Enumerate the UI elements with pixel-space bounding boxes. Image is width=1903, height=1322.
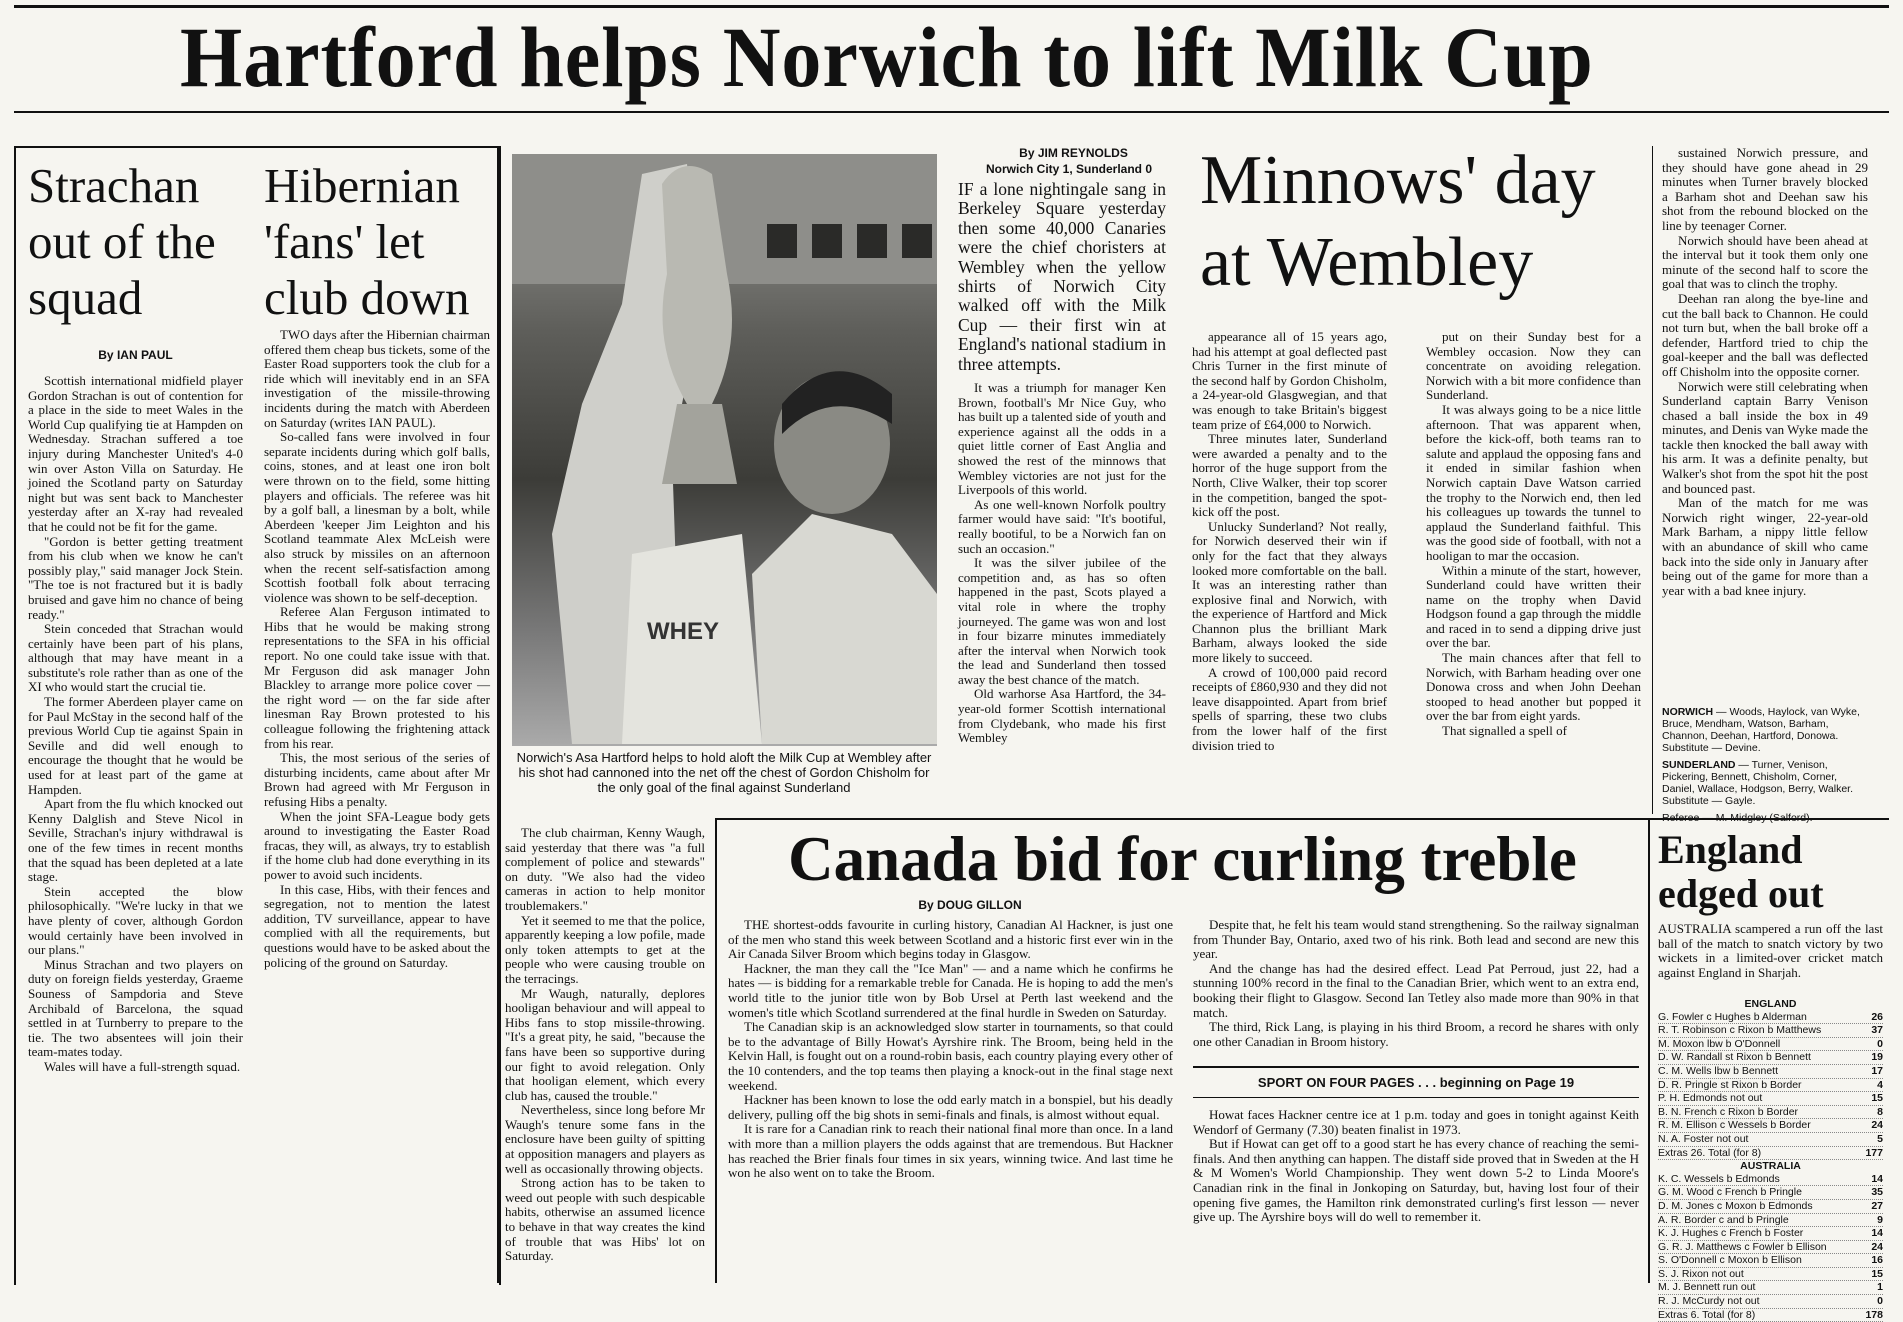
scorecard-team-heading: AUSTRALIA: [1740, 1160, 1801, 1173]
paragraph: A crowd of 100,000 paid record receipts of £860,930 and they did not leave disappointed. Apart from brief spells of sparring, these two clubs from the lower half of the first division tried to: [1192, 664, 1387, 753]
wembley-lead: IF a lone nightingale sang in Berkeley Square yesterday then some 40,000 Canaries were the chief choristers at Wembley when the yellow shirts of Norwich City walked off with the Milk Cup — their first win at England's national stadium in three attempts.: [958, 179, 1166, 374]
wembley-byline: By JIM REYNOLDS: [1019, 146, 1128, 160]
scorecard-row: [1658, 1079, 1883, 1093]
runs: 178: [1865, 1308, 1883, 1321]
batsman: C. M. Wells lbw b Bennett: [1658, 1064, 1779, 1077]
match-score: Norwich City 1, Sunderland 0: [985, 162, 1153, 176]
runs: 16: [1871, 1254, 1883, 1267]
scorecard-row: [1658, 1186, 1883, 1200]
scorecard-row: [1658, 1214, 1883, 1228]
curling-right-rule: [1648, 818, 1650, 1283]
scorecard-row: [1658, 1092, 1883, 1106]
paragraph: Within a minute of the start, however, Sunderland could have written their name on the trophy when David Hodgson found a gap through the middle and raced in to send a dipping drive just over the bar.: [1426, 562, 1641, 651]
paragraph: Deehan ran along the bye-line and cut the ball back to Channon. He could not turn but, when the ball broke off a defender, Hartford tried to chip the goal-keeper and the ball was deflected off Chisholm into the opposite corner.: [1662, 290, 1868, 379]
runs: 8: [1877, 1105, 1883, 1118]
team-lineups: [1662, 706, 1868, 812]
paragraph: Strong action has to be taken to weed out people with such despicable habits, otherwise an assumed licence to behave in that way creates the kind of trouble that was Hibs' lot on Saturday.: [505, 1175, 705, 1264]
scorecard-row: [1658, 1173, 1883, 1187]
batsman: K. C. Wessels b Edmonds: [1658, 1172, 1780, 1185]
paragraph: Hackner, the man they call the "Ice Man" — and a name which he confirms he hates — is bidding for a remarkable treble for Canada. He is hoping to add the men's world title to the junior title won by Bob Ursel at Perth last weekend and the women's title which Scotland surrendered at the final hurdle in Sweden on Saturday.: [728, 960, 1173, 1020]
photo-illustration: [512, 154, 937, 746]
paragraph: Minus Strachan and two players on duty on foreign fields yesterday, Graeme Souness of Sampdoria and Steve Archibald of Barcelona, the squad settled in at Turnberry to prepare to the tie. The two absentees will join their team-mates today.: [28, 956, 243, 1060]
paragraph: This, the most serious of the series of disturbing incidents, came about after Mr Brown had agreed with Mr Ferguson in refusing Hibs a penalty.: [264, 750, 490, 809]
runs: 15: [1871, 1092, 1883, 1105]
runs: 17: [1871, 1064, 1883, 1077]
runs: 24: [1871, 1240, 1883, 1253]
shirt-sponsor-text: WHEY: [647, 618, 719, 645]
scorecard-row: [1658, 1119, 1883, 1133]
paragraph: appearance all of 15 years ago, had his attempt at goal deflected past Chris Turner in the first minute of the second half by Gordon Chisholm, a 24-year-old Glasgwegian, and that was enough to take Britain's biggest team prize of £64,000 to Norwich.: [1192, 329, 1387, 432]
strachan-headline: Strachan out of the squad: [28, 158, 216, 325]
paragraph: Nevertheless, since long before Mr Waugh's tenure some fans in the enclosure have been guilty of spitting at opposition managers and players as well as occasionally throwing objects.: [505, 1102, 705, 1176]
wembley-headline: Minnows' day at Wembley: [1200, 142, 1596, 301]
paragraph: Three minutes later, Sunderland were awarded a penalty and to the horror of the huge support from the North, Clive Walker, their top scorer in the competition, banged the spot-kick off the post.: [1192, 431, 1387, 520]
batsman: R. M. Ellison c Wessels b Border: [1658, 1119, 1811, 1132]
runs: 15: [1871, 1267, 1883, 1280]
paragraph: Man of the match for me was Norwich right winger, 22-year-old Mark Barham, a nippy little fellow with an abundance of skill who came back into the side only in January after being out of the game for more than a year with a bad knee injury.: [1662, 495, 1868, 598]
curling-byline: By DOUG GILLON: [918, 898, 1022, 912]
bottom-section-rule: [715, 818, 1889, 820]
paragraph: Scottish international midfield player Gordon Strachan is out of contention for a place in the side to meet Wales in the World Cup qualifying tie at Hampden on Wednesday. Strachan suffered a toe injury during Manchester United's 4-0 win over Aston Villa on Saturday. He joined the Scotland party on Saturday night but was sent back to Manchester yesterday after an X-ray had revealed that he could not be fit for the game.: [28, 373, 243, 534]
paragraph: The club chairman, Kenny Waugh, said yesterday that there was "a full complement of police and stewards" on duty. "We also had the video cameras in action to help monitor troublemakers.": [505, 825, 705, 913]
batsman: Extras 6. Total (for 8): [1658, 1308, 1756, 1321]
hibernian-headline: Hibernian 'fans' let club down: [264, 158, 470, 325]
strachan-byline: By IAN PAUL: [98, 348, 173, 362]
scorecard-row: [1658, 1011, 1883, 1025]
team-name: SUNDERLAND: [1662, 759, 1736, 771]
scorecard-row: [1658, 1295, 1883, 1309]
runs: 1: [1877, 1281, 1883, 1294]
paragraph: That signalled a spell of: [1442, 723, 1567, 739]
runs: 24: [1871, 1119, 1883, 1132]
scorecard-row: [1658, 1065, 1883, 1079]
scorecard-row: [1658, 1227, 1883, 1241]
runs: 177: [1865, 1146, 1883, 1159]
paragraph: Yet it seemed to me that the police, apparently keeping a low pofile, made only token attempts to get at the people who were causing trouble on the terracings.: [505, 912, 705, 986]
paragraph: In this case, Hibs, with their fences and segregation, not to mention the latest addition, TV surveillance, appear to have complied with all the requirements, but questions would have to be asked about the policing of the ground on Saturday.: [264, 881, 490, 970]
runs: 26: [1871, 1010, 1883, 1023]
paragraph: Norwich should have been ahead at the interval but it took them only one minute of the second half to score the goal that was to clinch the trophy.: [1662, 232, 1868, 292]
scorecard-row: [1658, 1038, 1883, 1052]
batsman: R. J. McCurdy not out: [1658, 1295, 1760, 1308]
runs: 35: [1871, 1186, 1883, 1199]
scorecard-row: [1658, 1268, 1883, 1282]
team-lineup: [1662, 759, 1868, 807]
batsman: D. M. Jones c Moxon b Edmonds: [1658, 1199, 1813, 1212]
batsman: G. M. Wood c French b Pringle: [1658, 1186, 1802, 1199]
runs: 37: [1871, 1024, 1883, 1037]
batsman: S. J. Rixon not out: [1658, 1267, 1744, 1280]
batsman: A. R. Border c and b Pringle: [1658, 1213, 1789, 1226]
scorecard-row: [1658, 1051, 1883, 1065]
batsman: M. Moxon lbw b O'Donnell: [1658, 1037, 1781, 1050]
batsman: G. Fowler c Hughes b Alderman: [1658, 1010, 1807, 1023]
batsman: P. H. Edmonds not out: [1658, 1092, 1763, 1105]
paragraph: Unlucky Sunderland? Not really, for Norwich deserved their win if only for the fact that they always looked more comfortable on the ball. It was an interesting rather than explosive final and Norwich, with the experience of Hartford and Mick Channon plus the brilliant Mark Barham, always looked the side more likely to succeed.: [1192, 518, 1387, 666]
scorecard-row: [1658, 1309, 1883, 1322]
curling-left-rule: [715, 818, 717, 1283]
paragraph: So-called fans were involved in four separate incidents during which golf balls, coins, stones, and at least one iron bolt were thrown on to the field, some hitting players and officials. The referee was hit by a golf ball, a linesman by a bolt, while Aberdeen 'keeper Jim Leighton and his Scotland teammate Alex McLeish were also struck by missiles on an afternoon when the recent self-satisfaction among Scottish football folk about terracing violence was shown to be self-deception.: [264, 429, 490, 605]
paragraph: put on their Sunday best for a Wembley occasion. Now they can concentrate on avoiding relegation. Norwich with a bit more confidence than Sunderland.: [1426, 329, 1641, 403]
curling-headline: Canada bid for curling treble: [788, 824, 1577, 894]
runs: 14: [1871, 1227, 1883, 1240]
team-name: NORWICH: [1662, 706, 1714, 718]
paragraph: Old warhorse Asa Hartford, the 34-year-old former Scottish international from Clydebank, who made his first Wembley: [958, 686, 1166, 746]
sport-box-bottom-rule: [1193, 1097, 1639, 1098]
paragraph: THE shortest-odds favourite in curling history, Canadian Al Hackner, is just one of the men who stand this week between Scotland and a historic first ever win in the Air Canada Silver Broom which begins today in Glasgow.: [728, 917, 1173, 962]
batsman: Extras 26. Total (for 8): [1658, 1146, 1762, 1159]
paragraph: Mr Waugh, naturally, deplores hooligan behaviour and will appeal to Hibs fans to stop missile-throwing. "It's a great pity, he said, "because the fans have been so supportive during our fight to avoid relegation. Only that hooligan element, which every club has, caused the trouble.": [505, 985, 705, 1103]
paragraph: As one well-known Norfolk poultry farmer would have said: "It's bootiful, really bootiful, to be a Norwich fan on such an occasion.": [958, 496, 1166, 556]
paragraph: The third, Rick Lang, is playing in his third Broom, a record he shares with only one other Canadian in Broom history.: [1193, 1019, 1639, 1049]
paragraph: Apart from the flu which knocked out Kenny Dalglish and Steve Nicol in Seville, Strachan's injury withdrawal is one of the few times in recent months that the squad has been depleted at a late stage.: [28, 796, 243, 885]
batsman: B. N. French c Rixon b Border: [1658, 1105, 1799, 1118]
paragraph: Stein accepted the blow philosophically. "We're lucky in that we have plenty of cover, although Gordon would certainly have been involved in our plans.": [28, 883, 243, 958]
paragraph: The Canadian skip is an acknowledged slow starter in tournaments, so that could be to the advantage of Billy Howat's Ayrshire rink. The Broom, being held in the Kelvin Hall, is fought out on a round-robin basis, each country playing every other of the 10 contenders, and the top teams then playing a knock-out in the final stage next weekend.: [728, 1019, 1173, 1093]
batsman: N. A. Foster not out: [1658, 1132, 1749, 1145]
scorecard-team-heading: ENGLAND: [1744, 998, 1797, 1010]
scorecard-row: [1658, 1106, 1883, 1120]
paragraph: It was a triumph for manager Ken Brown, football's Mr Nice Guy, who has built up a talented side of youth and experience against all the odds in a quiet little corner of East Anglia and showed the rest of the minnows that Wembley victories are not just for the Liverpools of this world.: [958, 380, 1166, 498]
england-intro: AUSTRALIA scampered a run off the last ball of the match to snatch victory by two wickets in a limited-over cricket match against England in Sharjah.: [1658, 921, 1883, 980]
column-rule: [1652, 146, 1653, 814]
paragraph: It was always going to be a nice little afternoon. That was apparent when, before the kick-off, both teams ran to salute and applaud the opposing fans and it ended in similar fashion when Norwich captain Dave Watson carried the trophy to the Norwich end, then led his colleagues up towards the tunnel to applaud the Sunderland faithful. This was the good side of football, with not a hooligan to mar the occasion.: [1426, 401, 1641, 563]
scorecard-row: [1658, 1147, 1883, 1161]
batsman: R. T. Robinson c Rixon b Matthews: [1658, 1024, 1822, 1037]
runs: 0: [1877, 1037, 1883, 1050]
paragraph: And the change has had the desired effect. Lead Pat Perroud, just 22, had a stunning 100% record in the final to the Canadian Brier, which went to an extra end, booking their flight to Glasgow. Second Ian Tetley also made more than 90% in that match.: [1193, 960, 1639, 1020]
paragraph: It is rare for a Canadian rink to reach their national final more than once. In a land with more than a million players the odds against that are tremendous. But Hackner has reached the Brier finals four times in six years, winning twice. And last time he won he also went on to take the Broom.: [728, 1121, 1173, 1181]
hartford-trophy-photo: [512, 154, 937, 746]
team-players: — Woods, Haylock, van Wyke, Bruce, Mendham, Watson, Barham, Channon, Deehan, Hartford, Donowa. Substitute — Devine.: [1662, 706, 1860, 754]
scorecard-row: [1658, 1281, 1883, 1295]
wembley-column-3: [1426, 330, 1641, 814]
scorecard-row: [1658, 1200, 1883, 1214]
sport-on-four-pages: SPORT ON FOUR PAGES . . . beginning on Page 19: [1257, 1075, 1575, 1090]
batsman: D. R. Pringle st Rixon b Border: [1658, 1078, 1802, 1091]
wembley-column-1: [958, 381, 1166, 814]
paragraph: Stein conceded that Strachan would certainly have been part of his plans, although that may have meant in a substitute's role rather than as one of the XI who would start the crucial tie.: [28, 621, 243, 695]
scorecard-row: [1658, 1241, 1883, 1255]
wembley-column-4: [1662, 146, 1868, 706]
runs: 27: [1871, 1199, 1883, 1212]
scorecard-row: [1658, 1024, 1883, 1038]
paragraph: "Gordon is better getting treatment from his club when we know he can't possibly play," said manager Jock Stein. "The toe is not fractured but it is badly bruised and gave him no chance of being ready.": [28, 533, 243, 622]
paragraph: When the joint SFA-League body gets around to investigating the Easter Road fracas, they will, as always, try to establish if the home club had done everything in its power to avoid such incidents.: [264, 808, 490, 882]
hibernian-body-continued: [505, 826, 705, 1279]
headline-rule: [14, 111, 1889, 113]
paragraph: Despite that, he felt his team would stand strengthening. So the railway signalman from Thunder Bay, Ontario, axed two of his rink. Both lead and second are new this year.: [1193, 917, 1639, 962]
scorecard-row: [1658, 1133, 1883, 1147]
paragraph: The former Aberdeen player came on for Paul McStay in the second half of the previous World Cup tie against Spain in Seville and did well enough to encourage the thought that he would be used for at least part of the game at Hampden.: [28, 694, 243, 797]
batsman: G. R. J. Matthews c Fowler b Ellison: [1658, 1240, 1827, 1253]
runs: 19: [1871, 1051, 1883, 1064]
curling-column-2: [1193, 918, 1639, 1064]
paragraph: It was the silver jubilee of the competition and, as has so often happened in the past, Scots played a vital role in where the trophy journeyed. The game was won and lost in four bizarre minutes immediately after the interval when Norwich took the lead and Sunderland then tossed away the best chance of the match.: [958, 555, 1166, 687]
hibernian-body: [264, 328, 490, 1279]
scorecard-row: [1658, 1254, 1883, 1268]
photo-caption: Norwich's Asa Hartford helps to hold aloft the Milk Cup at Wembley after his shot had cannoned into the net off the chest of Gordon Chisholm for the only goal of the final against Sunderland: [516, 750, 932, 795]
paragraph: Howat faces Hackner centre ice at 1 p.m. today and goes in tonight against Keith Wendorf of Germany (7.30) beaten finalist in 1973.: [1193, 1107, 1639, 1137]
team-lineup: [1662, 706, 1868, 754]
runs: 9: [1877, 1213, 1883, 1226]
wembley-column-2: [1192, 330, 1387, 814]
paragraph: The main chances after that fell to Norwich, with Barham heading over one Donowa cross and when John Deehan stooped to head another but popped it over the bar from eight yards.: [1426, 650, 1641, 724]
runs: 5: [1877, 1132, 1883, 1145]
paragraph: sustained Norwich pressure, and they should have gone ahead in 29 minutes when Turner bravely blocked a Barham shot and Deehan saw his shot from the rebound blocked on the line by teenager Corner.: [1662, 145, 1868, 233]
box-right-rule: [497, 146, 499, 1283]
batsman: S. O'Donnell c Moxon b Ellison: [1658, 1254, 1802, 1267]
runs: 14: [1871, 1172, 1883, 1185]
runs: 0: [1877, 1295, 1883, 1308]
paragraph: Wales will have a full-strength squad.: [44, 1058, 241, 1074]
paragraph: But if Howat can get off to a good start he has every chance of reaching the semi-finals. And then anything can happen. The distaff side proved that in Sweden at the H & M Women's World Championship. They went down 5-2 to Linda Moore's Canadian rink in the final in Jonkoping on Saturday, but, having lost four of their opening five games, the Hamilton rink demonstrated curling's first lesson — never give up. The Ayrshire boys will do well to remember it.: [1193, 1136, 1639, 1225]
england-headline: England edged out: [1658, 827, 1824, 916]
team-players: — Turner, Venison, Pickering, Bennett, Chisholm, Corner, Daniel, Wallace, Hodgson, Berry, Walker. Substitute — Gayle.: [1662, 759, 1854, 807]
main-headline: Hartford helps Norwich to lift Milk Cup: [180, 9, 1594, 105]
paragraph: Hackner has been known to lose the odd early match in a bonspiel, but his deadly delivery, pulling off the big shots in semi-finals and finals, is almost without equal.: [728, 1092, 1173, 1122]
paragraph: Norwich were still celebrating when Sunderland captain Barry Venison chased a ball inside the box in 49 minutes, and Denis van Wyke made the tackle then knocked the ball away with his arm. It was a definite penalty, but Walker's shot from the spot hit the post and bounced past.: [1662, 378, 1868, 496]
curling-column-2-continued: [1193, 1108, 1639, 1280]
batsman: D. W. Randall st Rixon b Bennett: [1658, 1051, 1811, 1064]
sport-box-top-rule: [1193, 1066, 1639, 1068]
batsman: K. J. Hughes c French b Foster: [1658, 1227, 1804, 1240]
curling-column-1: [728, 918, 1173, 1280]
cricket-scorecard: [1658, 998, 1883, 1321]
top-rule: [14, 5, 1889, 8]
runs: 4: [1877, 1078, 1883, 1091]
batsman: M. J. Bennett run out: [1658, 1281, 1756, 1294]
paragraph: TWO days after the Hibernian chairman offered them cheap bus tickets, some of the Easter Road supporters took the club for a ride which will inevitably end in an SFA investigation of the missile-throwing incidents during the match with Aberdeen on Saturday (writes IAN PAUL).: [264, 327, 490, 430]
paragraph: Referee Alan Ferguson intimated to Hibs that he would be making strong representations to the SFA in his official report. No one could take issue with that. Mr Ferguson did ask manager John Blackley to arrange more police cover — the right word — on the far side after linesman Ray Brown protested to his colleague following the frightening attack from his rear.: [264, 604, 490, 751]
strachan-body: [28, 374, 243, 1279]
